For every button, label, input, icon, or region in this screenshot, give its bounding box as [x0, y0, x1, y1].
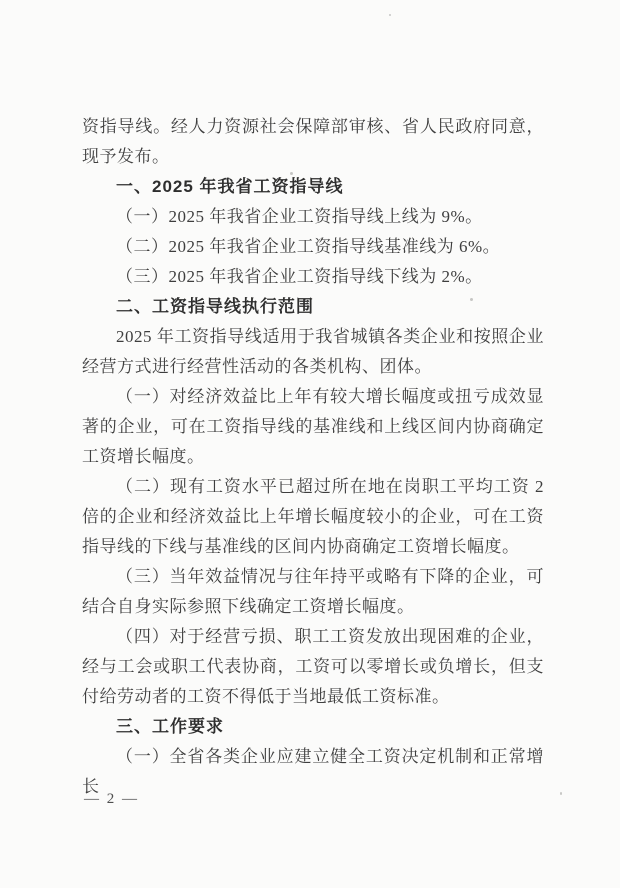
scan-speck — [470, 298, 473, 301]
body-paragraph: （三）2025 年我省企业工资指导线下线为 2%。 — [116, 267, 483, 286]
section-heading: 三、工作要求 — [116, 717, 224, 736]
section-heading: 一、2025 年我省工资指导线 — [116, 177, 344, 196]
document-body — [82, 112, 544, 802]
body-paragraph: （三）当年效益情况与往年持平或略有下降的企业，可结合自身实际参照下线确定工资增长幅度。 — [82, 567, 544, 616]
section-heading: 二、工资指导线执行范围 — [116, 297, 314, 316]
scan-speck — [560, 792, 562, 795]
body-paragraph: （四）对于经营亏损、职工工资发放出现困难的企业，经与工会或职工代表协商，工资可以零增长或负增长，但支付给劳动者的工资不得低于当地最低工资标准。 — [82, 627, 544, 706]
body-paragraph: （二）现有工资水平已超过所在地在岗职工平均工资 2 倍的企业和经济效益比上年增长幅度较小的企业，可在工资指导线的下线与基准线的区间内协商确定工资增长幅度。 — [82, 477, 544, 556]
body-paragraph: （一）全省各类企业应建立健全工资决定机制和正常增长 — [82, 747, 544, 796]
body-paragraph: （二）2025 年我省企业工资指导线基准线为 6%。 — [116, 237, 501, 256]
body-paragraph: （一）对经济效益比上年有较大增长幅度或扭亏成效显著的企业，可在工资指导线的基准线和上线区间内协商确定工资增长幅度。 — [82, 387, 544, 466]
page-number: — 2 — — [84, 791, 139, 807]
body-paragraph: （一）2025 年我省企业工资指导线上线为 9%。 — [116, 207, 483, 226]
body-paragraph: 2025 年工资指导线适用于我省城镇各类企业和按照企业经营方式进行经营性活动的各类机构、团体。 — [82, 327, 544, 376]
scan-speck — [290, 172, 293, 175]
body-paragraph: 资指导线。经人力资源社会保障部审核、省人民政府同意，现予发布。 — [82, 117, 544, 166]
scan-speck — [389, 14, 391, 16]
